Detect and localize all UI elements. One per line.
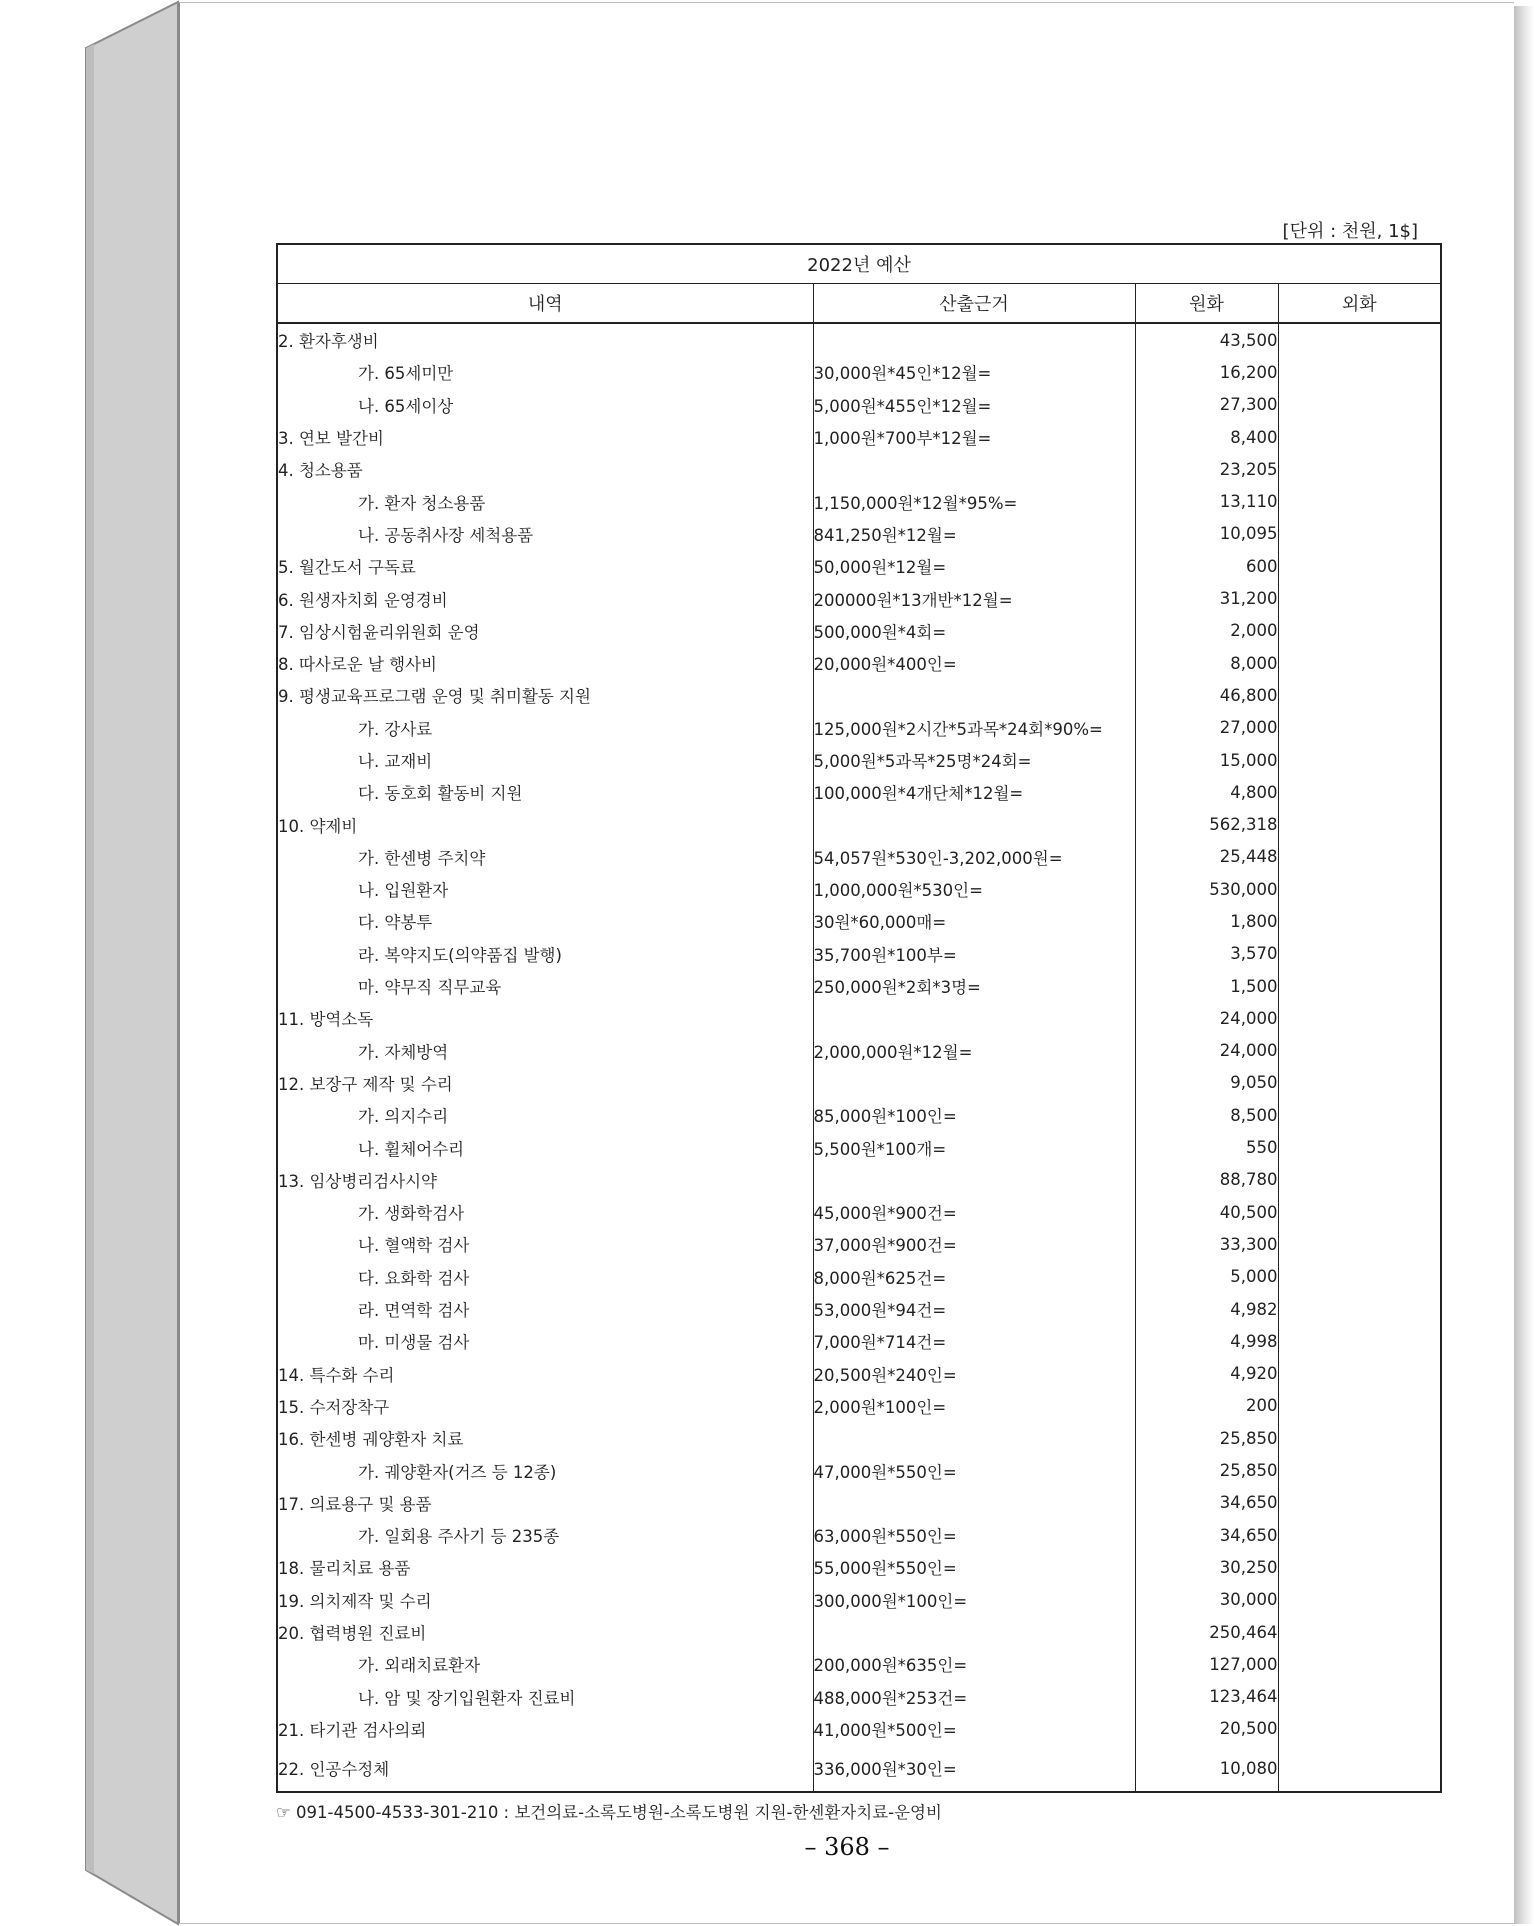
- row-foreign: [1278, 615, 1441, 647]
- row-krw: 25,448: [1135, 841, 1278, 873]
- row-foreign: [1278, 356, 1441, 388]
- table-row: [277, 1196, 1441, 1228]
- row-foreign: [1278, 1067, 1441, 1099]
- row-krw: 562,318: [1135, 808, 1278, 840]
- budget-code-footnote: ☞ 091-4500-4533-301-210 : 보건의료-소록도병원-소록도병원 지원-한센환자치료-운영비: [276, 1803, 942, 1822]
- row-krw: 1,500: [1135, 970, 1278, 1002]
- row-basis: [813, 1616, 1135, 1648]
- table-row: [277, 938, 1441, 970]
- table-row: [277, 1390, 1441, 1422]
- header-item: 내역: [277, 284, 813, 324]
- budget-table: [276, 243, 1442, 1793]
- row-krw: 9,050: [1135, 1067, 1278, 1099]
- row-item: 4. 청소용품: [277, 453, 813, 485]
- row-basis: 200000원*13개반*12월=: [813, 582, 1135, 614]
- row-krw: 8,500: [1135, 1099, 1278, 1131]
- table-row: [277, 905, 1441, 937]
- row-krw: 88,780: [1135, 1164, 1278, 1196]
- row-item: 가. 외래치료환자: [277, 1648, 813, 1680]
- row-basis: 63,000원*550인=: [813, 1519, 1135, 1551]
- row-krw: 46,800: [1135, 679, 1278, 711]
- row-basis: 47,000원*550인=: [813, 1454, 1135, 1486]
- row-item: 나. 입원환자: [277, 873, 813, 905]
- row-item: 다. 동호회 활동비 지원: [277, 776, 813, 808]
- row-foreign: [1278, 1390, 1441, 1422]
- row-krw: 40,500: [1135, 1196, 1278, 1228]
- row-basis: [813, 679, 1135, 711]
- table-row: [277, 1422, 1441, 1454]
- table-row: [277, 550, 1441, 582]
- page-number: – 368 –: [804, 1833, 890, 1861]
- row-item: 나. 공동취사장 세척용품: [277, 518, 813, 550]
- row-foreign: [1278, 389, 1441, 421]
- row-foreign: [1278, 1422, 1441, 1454]
- row-item: 가. 환자 청소용품: [277, 485, 813, 517]
- row-krw: 123,464: [1135, 1680, 1278, 1712]
- table-row: [277, 970, 1441, 1002]
- row-foreign: [1278, 712, 1441, 744]
- row-basis: 2,000,000원*12월=: [813, 1035, 1135, 1067]
- row-krw: 27,000: [1135, 712, 1278, 744]
- row-item: 라. 복약지도(의약품집 발행): [277, 938, 813, 970]
- row-item: 가. 한센병 주치약: [277, 841, 813, 873]
- table-row: [277, 485, 1441, 517]
- row-foreign: [1278, 453, 1441, 485]
- table-row: [277, 712, 1441, 744]
- table-body: [277, 323, 1441, 1792]
- row-basis: 30,000원*45인*12월=: [813, 356, 1135, 388]
- row-item: 17. 의료용구 및 용품: [277, 1487, 813, 1519]
- table-row: [277, 356, 1441, 388]
- row-basis: 37,000원*900건=: [813, 1228, 1135, 1260]
- row-basis: 35,700원*100부=: [813, 938, 1135, 970]
- row-krw: 34,650: [1135, 1519, 1278, 1551]
- row-foreign: [1278, 1196, 1441, 1228]
- table-row: [277, 323, 1441, 356]
- row-basis: 7,000원*714건=: [813, 1325, 1135, 1357]
- header-foreign: 외화: [1278, 284, 1441, 324]
- table-row: [277, 1616, 1441, 1648]
- row-item: 가. 65세미만: [277, 356, 813, 388]
- row-foreign: [1278, 1325, 1441, 1357]
- row-foreign: [1278, 1584, 1441, 1616]
- row-basis: [813, 453, 1135, 485]
- row-foreign: [1278, 873, 1441, 905]
- row-foreign: [1278, 1293, 1441, 1325]
- table-row: [277, 1131, 1441, 1163]
- row-krw: 13,110: [1135, 485, 1278, 517]
- row-item: 나. 암 및 장기입원환자 진료비: [277, 1680, 813, 1712]
- row-foreign: [1278, 1713, 1441, 1745]
- table-row: [277, 841, 1441, 873]
- row-foreign: [1278, 485, 1441, 517]
- row-basis: 500,000원*4회=: [813, 615, 1135, 647]
- row-krw: 3,570: [1135, 938, 1278, 970]
- table-row: [277, 1519, 1441, 1551]
- row-basis: 50,000원*12월=: [813, 550, 1135, 582]
- row-krw: 10,095: [1135, 518, 1278, 550]
- row-item: 나. 65세이상: [277, 389, 813, 421]
- row-krw: 27,300: [1135, 389, 1278, 421]
- row-foreign: [1278, 582, 1441, 614]
- row-basis: 54,057원*530인-3,202,000원=: [813, 841, 1135, 873]
- row-krw: 30,250: [1135, 1551, 1278, 1583]
- row-krw: 127,000: [1135, 1648, 1278, 1680]
- row-krw: 4,800: [1135, 776, 1278, 808]
- row-krw: 5,000: [1135, 1261, 1278, 1293]
- row-foreign: [1278, 808, 1441, 840]
- table-row: [277, 1745, 1441, 1792]
- table-row: [277, 1325, 1441, 1357]
- table-row: [277, 776, 1441, 808]
- row-basis: [813, 1002, 1135, 1034]
- row-basis: 100,000원*4개단체*12월=: [813, 776, 1135, 808]
- row-foreign: [1278, 1358, 1441, 1390]
- row-krw: 4,998: [1135, 1325, 1278, 1357]
- row-foreign: [1278, 905, 1441, 937]
- table-row: [277, 1551, 1441, 1583]
- row-krw: 31,200: [1135, 582, 1278, 614]
- row-krw: 24,000: [1135, 1002, 1278, 1034]
- row-foreign: [1278, 1035, 1441, 1067]
- row-krw: 600: [1135, 550, 1278, 582]
- row-foreign: [1278, 1261, 1441, 1293]
- row-krw: 15,000: [1135, 744, 1278, 776]
- row-foreign: [1278, 421, 1441, 453]
- row-item: 7. 임상시험윤리위원회 운영: [277, 615, 813, 647]
- row-basis: [813, 1422, 1135, 1454]
- book-spine: [0, 0, 180, 1926]
- row-basis: 300,000원*100인=: [813, 1584, 1135, 1616]
- row-basis: 2,000원*100인=: [813, 1390, 1135, 1422]
- row-item: 18. 물리치료 용품: [277, 1551, 813, 1583]
- row-basis: 85,000원*100인=: [813, 1099, 1135, 1131]
- row-basis: 53,000원*94건=: [813, 1293, 1135, 1325]
- row-krw: 8,000: [1135, 647, 1278, 679]
- row-item: 가. 의지수리: [277, 1099, 813, 1131]
- table-row: [277, 1099, 1441, 1131]
- row-item: 가. 강사료: [277, 712, 813, 744]
- table-row: [277, 518, 1441, 550]
- row-item: 8. 따사로운 날 행사비: [277, 647, 813, 679]
- row-foreign: [1278, 1002, 1441, 1034]
- row-item: 나. 휠체어수리: [277, 1131, 813, 1163]
- row-foreign: [1278, 970, 1441, 1002]
- row-item: 22. 인공수정체: [277, 1745, 813, 1792]
- row-basis: 336,000원*30인=: [813, 1745, 1135, 1792]
- row-krw: 1,800: [1135, 905, 1278, 937]
- row-item: 20. 협력병원 진료비: [277, 1616, 813, 1648]
- row-krw: 16,200: [1135, 356, 1278, 388]
- row-item: 3. 연보 발간비: [277, 421, 813, 453]
- row-foreign: [1278, 776, 1441, 808]
- row-basis: 1,000,000원*530인=: [813, 873, 1135, 905]
- row-item: 9. 평생교육프로그램 운영 및 취미활동 지원: [277, 679, 813, 711]
- row-basis: 488,000원*253건=: [813, 1680, 1135, 1712]
- row-foreign: [1278, 1616, 1441, 1648]
- row-foreign: [1278, 679, 1441, 711]
- row-basis: 1,150,000원*12월*95%=: [813, 485, 1135, 517]
- row-krw: 4,920: [1135, 1358, 1278, 1390]
- row-basis: 125,000원*2시간*5과목*24회*90%=: [813, 712, 1135, 744]
- header-basis: 산출근거: [813, 284, 1135, 324]
- row-krw: 20,500: [1135, 1713, 1278, 1745]
- row-item: 가. 궤양환자(거즈 등 12종): [277, 1454, 813, 1486]
- row-krw: 200: [1135, 1390, 1278, 1422]
- row-foreign: [1278, 1519, 1441, 1551]
- row-krw: 24,000: [1135, 1035, 1278, 1067]
- table-row: [277, 1067, 1441, 1099]
- table-row: [277, 1487, 1441, 1519]
- row-foreign: [1278, 841, 1441, 873]
- row-basis: 841,250원*12월=: [813, 518, 1135, 550]
- table-row: [277, 1035, 1441, 1067]
- row-item: 2. 환자후생비: [277, 323, 813, 356]
- row-item: 5. 월간도서 구독료: [277, 550, 813, 582]
- row-krw: 33,300: [1135, 1228, 1278, 1260]
- row-krw: 25,850: [1135, 1454, 1278, 1486]
- row-item: 11. 방역소독: [277, 1002, 813, 1034]
- row-basis: 200,000원*635인=: [813, 1648, 1135, 1680]
- table-row: [277, 389, 1441, 421]
- row-item: 마. 미생물 검사: [277, 1325, 813, 1357]
- row-foreign: [1278, 1551, 1441, 1583]
- row-basis: 20,000원*400인=: [813, 647, 1135, 679]
- row-basis: 20,500원*240인=: [813, 1358, 1135, 1390]
- row-foreign: [1278, 1228, 1441, 1260]
- table-row: [277, 1228, 1441, 1260]
- row-item: 다. 약봉투: [277, 905, 813, 937]
- table-row: [277, 679, 1441, 711]
- row-basis: 5,000원*455인*12월=: [813, 389, 1135, 421]
- row-item: 15. 수저장착구: [277, 1390, 813, 1422]
- row-item: 나. 교재비: [277, 744, 813, 776]
- row-item: 나. 혈액학 검사: [277, 1228, 813, 1260]
- row-foreign: [1278, 323, 1441, 356]
- row-foreign: [1278, 1131, 1441, 1163]
- row-basis: [813, 1487, 1135, 1519]
- row-item: 6. 원생자치회 운영경비: [277, 582, 813, 614]
- row-foreign: [1278, 938, 1441, 970]
- row-foreign: [1278, 550, 1441, 582]
- table-row: [277, 453, 1441, 485]
- table-row: [277, 1261, 1441, 1293]
- table-row: [277, 1584, 1441, 1616]
- row-krw: 550: [1135, 1131, 1278, 1163]
- table-row: [277, 421, 1441, 453]
- table-row: [277, 808, 1441, 840]
- table-row: [277, 582, 1441, 614]
- row-krw: 2,000: [1135, 615, 1278, 647]
- table-row: [277, 1293, 1441, 1325]
- row-krw: 10,080: [1135, 1745, 1278, 1792]
- row-basis: 45,000원*900건=: [813, 1196, 1135, 1228]
- page-edge-shadow: [1512, 6, 1534, 1924]
- row-basis: [813, 1164, 1135, 1196]
- row-basis: 30원*60,000매=: [813, 905, 1135, 937]
- row-krw: 8,400: [1135, 421, 1278, 453]
- row-basis: 250,000원*2회*3명=: [813, 970, 1135, 1002]
- row-item: 가. 생화학검사: [277, 1196, 813, 1228]
- row-basis: 5,000원*5과목*25명*24회=: [813, 744, 1135, 776]
- row-item: 13. 임상병리검사시약: [277, 1164, 813, 1196]
- row-item: 라. 면역학 검사: [277, 1293, 813, 1325]
- table-row: [277, 873, 1441, 905]
- row-item: 가. 자체방역: [277, 1035, 813, 1067]
- row-foreign: [1278, 1099, 1441, 1131]
- table-row: [277, 1648, 1441, 1680]
- table-row: [277, 615, 1441, 647]
- row-basis: 8,000원*625건=: [813, 1261, 1135, 1293]
- row-foreign: [1278, 1648, 1441, 1680]
- row-item: 16. 한센병 궤양환자 치료: [277, 1422, 813, 1454]
- row-foreign: [1278, 1745, 1441, 1792]
- row-item: 21. 타기관 검사의뢰: [277, 1713, 813, 1745]
- table-row: [277, 744, 1441, 776]
- row-krw: 23,205: [1135, 453, 1278, 485]
- row-foreign: [1278, 744, 1441, 776]
- row-item: 마. 약무직 직무교육: [277, 970, 813, 1002]
- row-basis: 5,500원*100개=: [813, 1131, 1135, 1163]
- table-row: [277, 1358, 1441, 1390]
- row-krw: 250,464: [1135, 1616, 1278, 1648]
- row-basis: [813, 1067, 1135, 1099]
- row-foreign: [1278, 1680, 1441, 1712]
- row-basis: 1,000원*700부*12월=: [813, 421, 1135, 453]
- row-foreign: [1278, 1487, 1441, 1519]
- row-item: 10. 약제비: [277, 808, 813, 840]
- row-basis: 55,000원*550인=: [813, 1551, 1135, 1583]
- row-krw: 4,982: [1135, 1293, 1278, 1325]
- table-row: [277, 647, 1441, 679]
- row-basis: [813, 323, 1135, 356]
- row-foreign: [1278, 647, 1441, 679]
- table-title: 2022년 예산: [277, 244, 1441, 284]
- row-item: 12. 보장구 제작 및 수리: [277, 1067, 813, 1099]
- table-row: [277, 1164, 1441, 1196]
- row-krw: 530,000: [1135, 873, 1278, 905]
- row-item: 19. 의치제작 및 수리: [277, 1584, 813, 1616]
- table-row: [277, 1454, 1441, 1486]
- row-foreign: [1278, 1164, 1441, 1196]
- row-basis: [813, 808, 1135, 840]
- row-krw: 43,500: [1135, 323, 1278, 356]
- row-krw: 25,850: [1135, 1422, 1278, 1454]
- unit-label: [단위 : 천원, 1$]: [1282, 221, 1418, 242]
- table-row: [277, 1680, 1441, 1712]
- row-item: 다. 요화학 검사: [277, 1261, 813, 1293]
- row-foreign: [1278, 518, 1441, 550]
- row-basis: 41,000원*500인=: [813, 1713, 1135, 1745]
- document-page: [178, 2, 1514, 1924]
- table-row: [277, 1713, 1441, 1745]
- row-item: 가. 일회용 주사기 등 235종: [277, 1519, 813, 1551]
- table-row: [277, 1002, 1441, 1034]
- row-item: 14. 특수화 수리: [277, 1358, 813, 1390]
- row-foreign: [1278, 1454, 1441, 1486]
- row-krw: 30,000: [1135, 1584, 1278, 1616]
- row-krw: 34,650: [1135, 1487, 1278, 1519]
- header-krw: 원화: [1135, 284, 1278, 324]
